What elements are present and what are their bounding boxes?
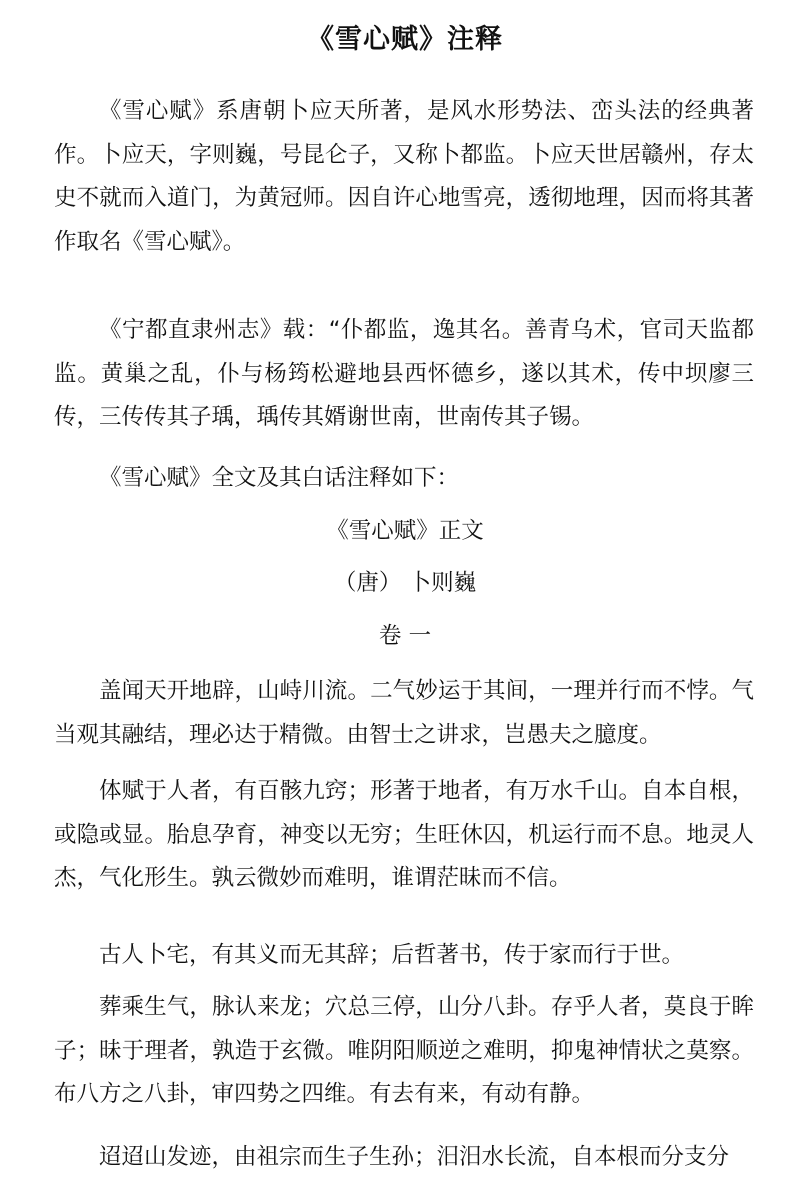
body-paragraph-2: 体赋于人者，有百骸九窍；形著于地者，有万水千山。自本自根，或隐或显。胎息孕育，神变以无穷；生旺休囚，机运行而不息。地灵人杰，气化形生。孰云微妙而难明，谁谓茫昧而不信。 — [54, 778, 754, 891]
body-paragraph-3: 古人卜宅，有其义而无其辞；后哲著书，传于家而行于世。 — [99, 942, 685, 968]
intro-paragraph-2: 《宁都直隶州志》载：“仆都监，逸其名。善青乌术，官司天监都监。黄巢之乱，仆与杨筠松避地县西怀德乡，遂以其术，传中坝廖三传，三传传其子瑀，瑀传其婿谢世南，世南传其子锡。 — [54, 317, 754, 430]
intro-paragraph-1: 《雪心赋》系唐朝卜应天所著，是风水形势法、峦头法的经典著作。卜应天，字则巍，号昆仑子，又称卜都监。卜应天世居赣州，存太史不就而入道门，为黄冠师。因自许心地雪亮，透彻地理，因而将其著作取名《雪心赋》。 — [54, 98, 754, 255]
page-title: 《雪心赋》注释 — [307, 24, 503, 55]
body-paragraph-5: 迢迢山发迹，由祖宗而生子生孙；汨汨水长流，自本根而分支分 — [99, 1144, 730, 1170]
body-paragraph-1: 盖闻天开地辟，山峙川流。二气妙运于其间，一理并行而不悖。气当观其融结，理必达于精微。由智士之讲求，岂愚夫之臆度。 — [54, 678, 754, 748]
author-line: （唐） 卜则巍 — [333, 570, 477, 596]
volume-heading: 卷 一 — [378, 623, 432, 649]
body-paragraph-4: 葬乘生气，脉认来龙；穴总三停，山分八卦。存乎人者，莫良于眸子；昧于理者，孰造于玄微。唯阴阳顺逆之难明，抑鬼神情状之莫察。布八方之八卦，审四势之四维。有去有来，有动有静。 — [54, 994, 754, 1107]
text-title: 《雪心赋》正文 — [326, 518, 484, 544]
intro-paragraph-3: 《雪心赋》全文及其白话注释如下： — [99, 465, 460, 491]
